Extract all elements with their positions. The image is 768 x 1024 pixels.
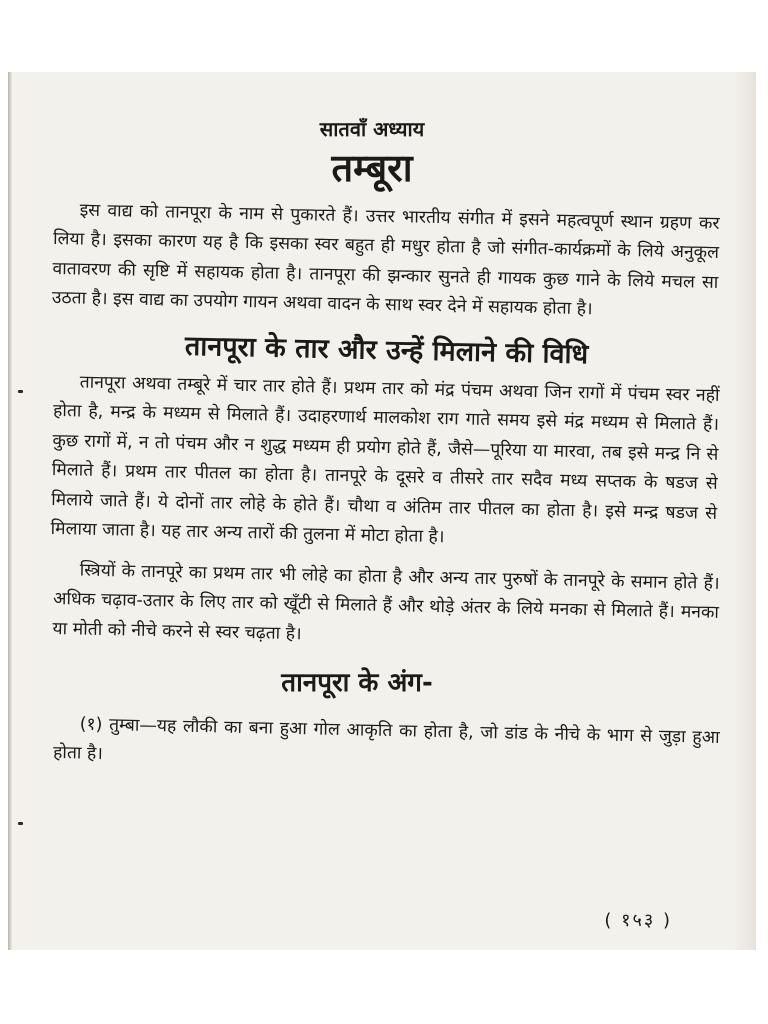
section-heading-parts: तानपूरा के अंग- <box>281 668 433 699</box>
women-tanpura-paragraph: स्त्रियों के तानपूरे का प्रथम तार भी लोहे का होता है और अन्य तार पुरुषों के तानपूरे के समान होते हैं। अधिक चढ़ाव-उतार के लिए तार को खूँटी से मिलाते हैं और थोड़े अंतर के लिये मनका से मिलाते हैं। मनका या मोती को नीचे करने से स्वर चढ़ता है। <box>52 560 720 645</box>
chapter-label: सातवाँ अध्याय <box>319 117 425 141</box>
intro-paragraph: इस वाद्य को तानपूरा के नाम से पुकारते हैं। उत्तर भारतीय संगीत में इसने महत्वपूर्ण स्थान ग्रहण कर लिया है। इसका कारण यह है कि इसका स्वर बहुत ही मधुर होता है जो संगीत-कार्यक्रमों के लिये अनुकूल वातावरण की सृष्टि में सहायक होता है। तानपूरा की झन्कार सुनते ही गायक कुछ गाने के लिये मचल सा उठता है। इस वाद्य का उपयोग गायन अथवा वादन के साथ स्वर देने में सहायक होता है। <box>51 200 720 320</box>
chapter-title: तम्बूरा <box>331 146 413 190</box>
parts-item-1: (१) तुम्बा—यह लौकी का बना हुआ गोल आकृति का होता है, जो डांड के नीचे के भाग से जुड़ा हुआ होता है। <box>52 714 720 765</box>
page-number: ( १५३ ) <box>604 910 672 931</box>
binding-mark <box>18 822 23 825</box>
page-content <box>50 116 720 769</box>
strings-paragraph: तानपूरा अथवा तम्बूरे में चार तार होते हैं। प्रथम तार को मंद्र पंचम अथवा जिन रागों में पंचम स्वर नहीं होता है, मन्द्र के मध्यम से मिलाते हैं। उदाहरणार्थ मालकोश राग गाते समय इसे मंद्र मध्यम से मिलाते हैं। कुछ रागों में, न तो पंचम और न शुद्ध मध्यम ही प्रयोग होते हैं, जैसे—पूरिया या मारवा, तब इसे मन्द्र नि से मिलाते हैं। प्रथम तार पीतल का होता है। तानपूरे के दूसरे व तीसरे तार सदैव मध्य सप्तक के षडज से मिलाये जाते हैं। ये दोनों तार लोहे के होते हैं। चौथा व अंतिम तार पीतल का होता है। इसे मन्द्र षडज से मिलाया जाता है। यह तार अन्य तारों की तुलना में मोटा होता है। <box>50 372 720 547</box>
book-page <box>8 72 756 950</box>
section-heading-strings: तानपूरा के तार और उन्हें मिलाने की विधि <box>184 330 589 370</box>
binding-mark <box>18 390 23 393</box>
